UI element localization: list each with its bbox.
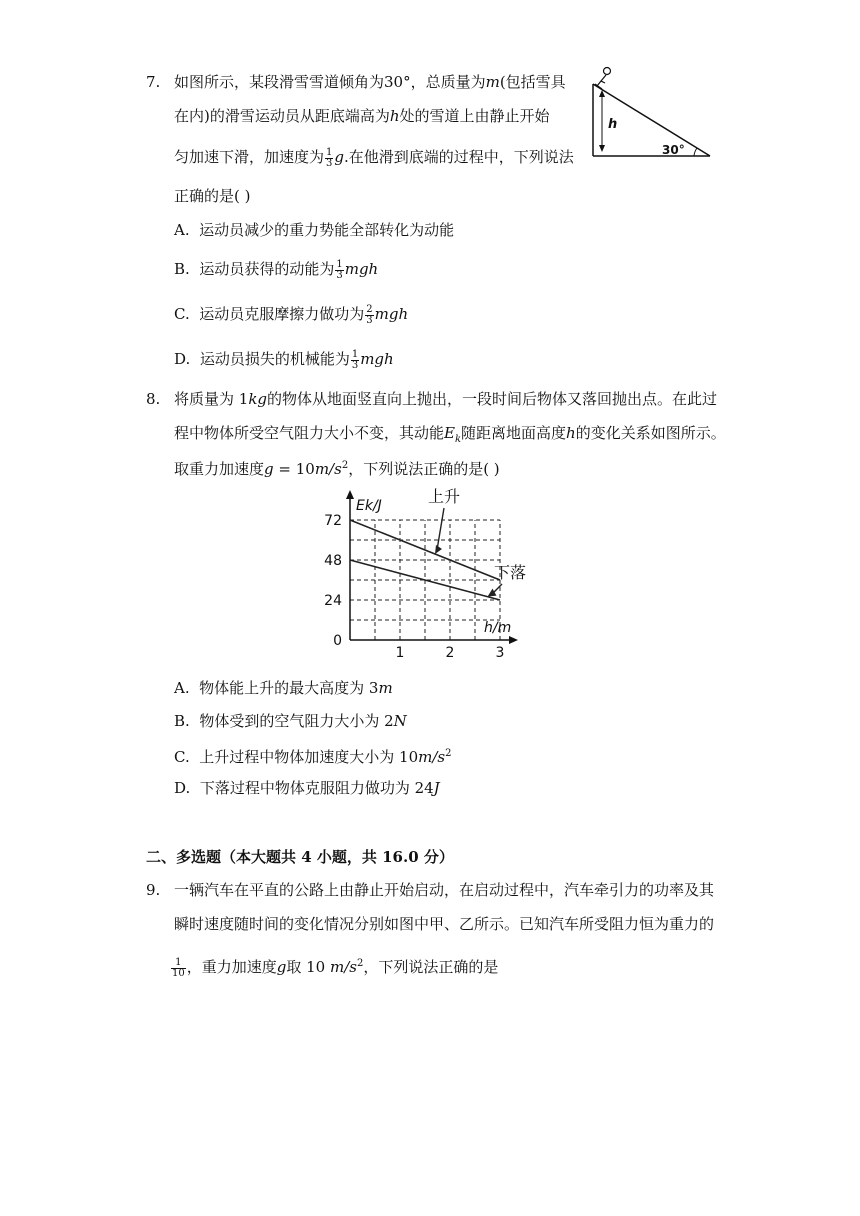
- q9-fraction: [171, 958, 186, 979]
- q8-option-b-label: B.: [174, 712, 190, 730]
- q8-option-d-label: D.: [174, 779, 191, 797]
- q8-option-a: [174, 678, 393, 698]
- q7-option-d-label: D.: [174, 350, 191, 368]
- q7-option-a: [174, 220, 454, 240]
- q8-var-E: E: [444, 424, 455, 442]
- q8-option-a-tail: m: [378, 679, 393, 697]
- q9-line-3: [170, 954, 498, 979]
- q9-line-3c: ，下列说法正确的是: [363, 958, 499, 976]
- angle-arc: [694, 148, 697, 156]
- q7-option-b-den: 3: [336, 269, 343, 281]
- q7-line-3: [174, 147, 574, 169]
- q7-option-d-text: 运动员损失的机械能为: [199, 350, 350, 368]
- q9-unit: m/s: [329, 958, 357, 976]
- x-axis-arrow: [509, 636, 518, 644]
- q8-unit: m/s: [314, 460, 342, 478]
- height-arrow-bottom: [599, 145, 605, 152]
- q8-line-2: [174, 423, 726, 450]
- series-label-fall: 下落: [494, 563, 527, 582]
- x-tick-label: 3: [495, 645, 505, 661]
- x-axis-label: h/m: [484, 620, 512, 636]
- q7-line-4: 正确的是( ): [174, 187, 251, 205]
- q7-option-c-tail: mgh: [374, 305, 409, 323]
- q7-fraction: [325, 148, 333, 169]
- q9-line-3a: ，重力加速度: [186, 958, 277, 976]
- q8-line-1: [174, 389, 717, 409]
- q8-option-b: [174, 711, 407, 731]
- q8-option-d: [174, 778, 440, 798]
- q8-var-h: h: [566, 424, 576, 442]
- q7-option-b: [174, 259, 378, 281]
- q7-var-h: h: [389, 107, 400, 125]
- q7-option-a-text: 运动员减少的重力势能全部转化为动能: [199, 221, 455, 239]
- q8-option-d-text: 下落过程中物体克服阻力做功为 24: [199, 779, 434, 797]
- q8-eq: = 10: [273, 460, 315, 478]
- q9-frac-denominator: 10: [172, 967, 185, 979]
- slope-figure: [580, 62, 720, 162]
- q8-line-1b: 的物体从地面竖直向上抛出，一段时间后物体又落回抛出点。在此过: [267, 390, 718, 408]
- q7-option-c-text: 运动员克服摩擦力做功为: [199, 305, 365, 323]
- q8-option-c-sup: 2: [445, 748, 452, 759]
- question-9-number: 9.: [146, 881, 161, 899]
- rise-pointer: [437, 508, 444, 550]
- q7-line-1-text: 如图所示，某段滑雪雪道倾角为30°，总质量为: [174, 73, 486, 91]
- q7-option-d-fraction: [351, 350, 359, 371]
- q7-line-1-end: (包括雪具: [499, 73, 566, 91]
- y-tick-label: 24: [324, 593, 342, 609]
- q7-option-b-text: 运动员获得的动能为: [199, 260, 335, 278]
- q8-line-2a: 程中物体所受空气阻力大小不变，其动能: [174, 424, 445, 442]
- q7-var-g: g: [334, 148, 344, 166]
- q8-sup: 2: [341, 460, 349, 471]
- x-tick-label: 1: [395, 645, 405, 661]
- x-tick-labels: [396, 645, 505, 661]
- series-label-rise: 上升: [428, 487, 461, 506]
- q7-option-d-tail: mgh: [360, 350, 394, 368]
- y-tick-label: 72: [324, 513, 342, 529]
- q8-line-3a: 取重力加速度: [174, 460, 265, 478]
- q9-frac-numerator: 1: [171, 958, 186, 969]
- q7-option-d-num: 1: [351, 348, 359, 360]
- q8-line-3b: ，下列说法正确的是( ): [348, 460, 500, 478]
- q8-option-d-tail: J: [433, 779, 440, 797]
- question-7-number: 7.: [146, 73, 161, 91]
- q7-frac-denominator: 3: [326, 157, 333, 169]
- q8-option-c-text: 上升过程中物体加速度大小为 10: [199, 748, 419, 766]
- q9-line-1: 一辆汽车在平直的公路上由静止开始启动，在启动过程中，汽车牵引力的功率及其: [174, 881, 715, 899]
- q7-line-2a: 在内)的滑雪运动员从距底端高为: [174, 107, 390, 125]
- q7-option-c-fraction: [365, 305, 373, 326]
- q8-option-b-text: 物体受到的空气阻力大小为 2: [199, 712, 394, 730]
- q7-option-d-den: 3: [351, 359, 359, 371]
- y-tick-label: 0: [333, 633, 342, 649]
- q8-line-2b: 随距离地面高度: [461, 424, 567, 442]
- rise-pointer-head: [435, 545, 442, 554]
- question-8-number: 8.: [146, 390, 161, 408]
- q8-unit-kg: kg: [248, 390, 268, 408]
- ek-height-chart: [322, 482, 542, 662]
- q9-line-2: 瞬时速度随时间的变化情况分别如图中甲、乙所示。已知汽车所受阻力恒为重力的: [174, 915, 715, 933]
- q8-line-3: [174, 456, 500, 479]
- q7-line-2b: 处的雪道上由静止开始: [399, 107, 550, 125]
- x-tick-label: 2: [445, 645, 455, 661]
- q8-line-1a: 将质量为 1: [174, 390, 249, 408]
- q7-option-d: [174, 349, 394, 371]
- q8-var-k: k: [454, 434, 462, 445]
- q7-option-b-fraction: [335, 260, 343, 281]
- q7-option-c-num: 2: [366, 303, 373, 315]
- series-line-rise: [350, 520, 500, 580]
- y-tick-labels: [324, 513, 342, 649]
- q7-option-c-label: C.: [174, 305, 190, 323]
- section-2-title: 二、多选题（本大题共 4 小题，共 16.0 分）: [146, 848, 454, 866]
- q7-line-1: [174, 72, 566, 92]
- q8-option-c-tail: m/s: [418, 748, 446, 766]
- q7-option-a-label: A.: [174, 221, 190, 239]
- figure-height-label: h: [608, 117, 618, 132]
- figure-angle-label: 30°: [662, 143, 685, 157]
- y-tick-label: 48: [324, 553, 342, 569]
- q7-option-b-tail: mgh: [344, 260, 379, 278]
- q8-option-c: [174, 744, 451, 767]
- q7-option-b-num: 1: [336, 258, 343, 270]
- q7-line-3b: .在他滑到底端的过程中，下列说法: [344, 148, 574, 166]
- q7-option-b-label: B.: [174, 260, 190, 278]
- q9-sup: 2: [356, 958, 364, 969]
- q7-line-3a: 匀加速下滑，加速度为: [174, 148, 325, 166]
- fall-pointer-head: [488, 589, 497, 597]
- q8-var-g: g: [264, 460, 274, 478]
- y-axis-label: Ek/J: [356, 498, 382, 514]
- q8-line-2c: 的变化关系如图所示。: [575, 424, 726, 442]
- q7-line-2: [174, 106, 550, 126]
- q7-option-c-den: 3: [366, 314, 373, 326]
- q8-option-a-text: 物体能上升的最大高度为 3: [199, 679, 379, 697]
- q9-line-3b: 取 10: [286, 958, 330, 976]
- skier-icon: [595, 68, 611, 90]
- q8-option-c-label: C.: [174, 748, 190, 766]
- q8-option-b-tail: N: [393, 712, 407, 730]
- q9-var-g: g: [276, 958, 287, 976]
- q7-option-c: [174, 304, 408, 326]
- q7-var-m: m: [485, 73, 500, 91]
- y-axis-arrow: [346, 490, 354, 499]
- q7-frac-numerator: 1: [326, 146, 333, 158]
- q8-option-a-label: A.: [174, 679, 190, 697]
